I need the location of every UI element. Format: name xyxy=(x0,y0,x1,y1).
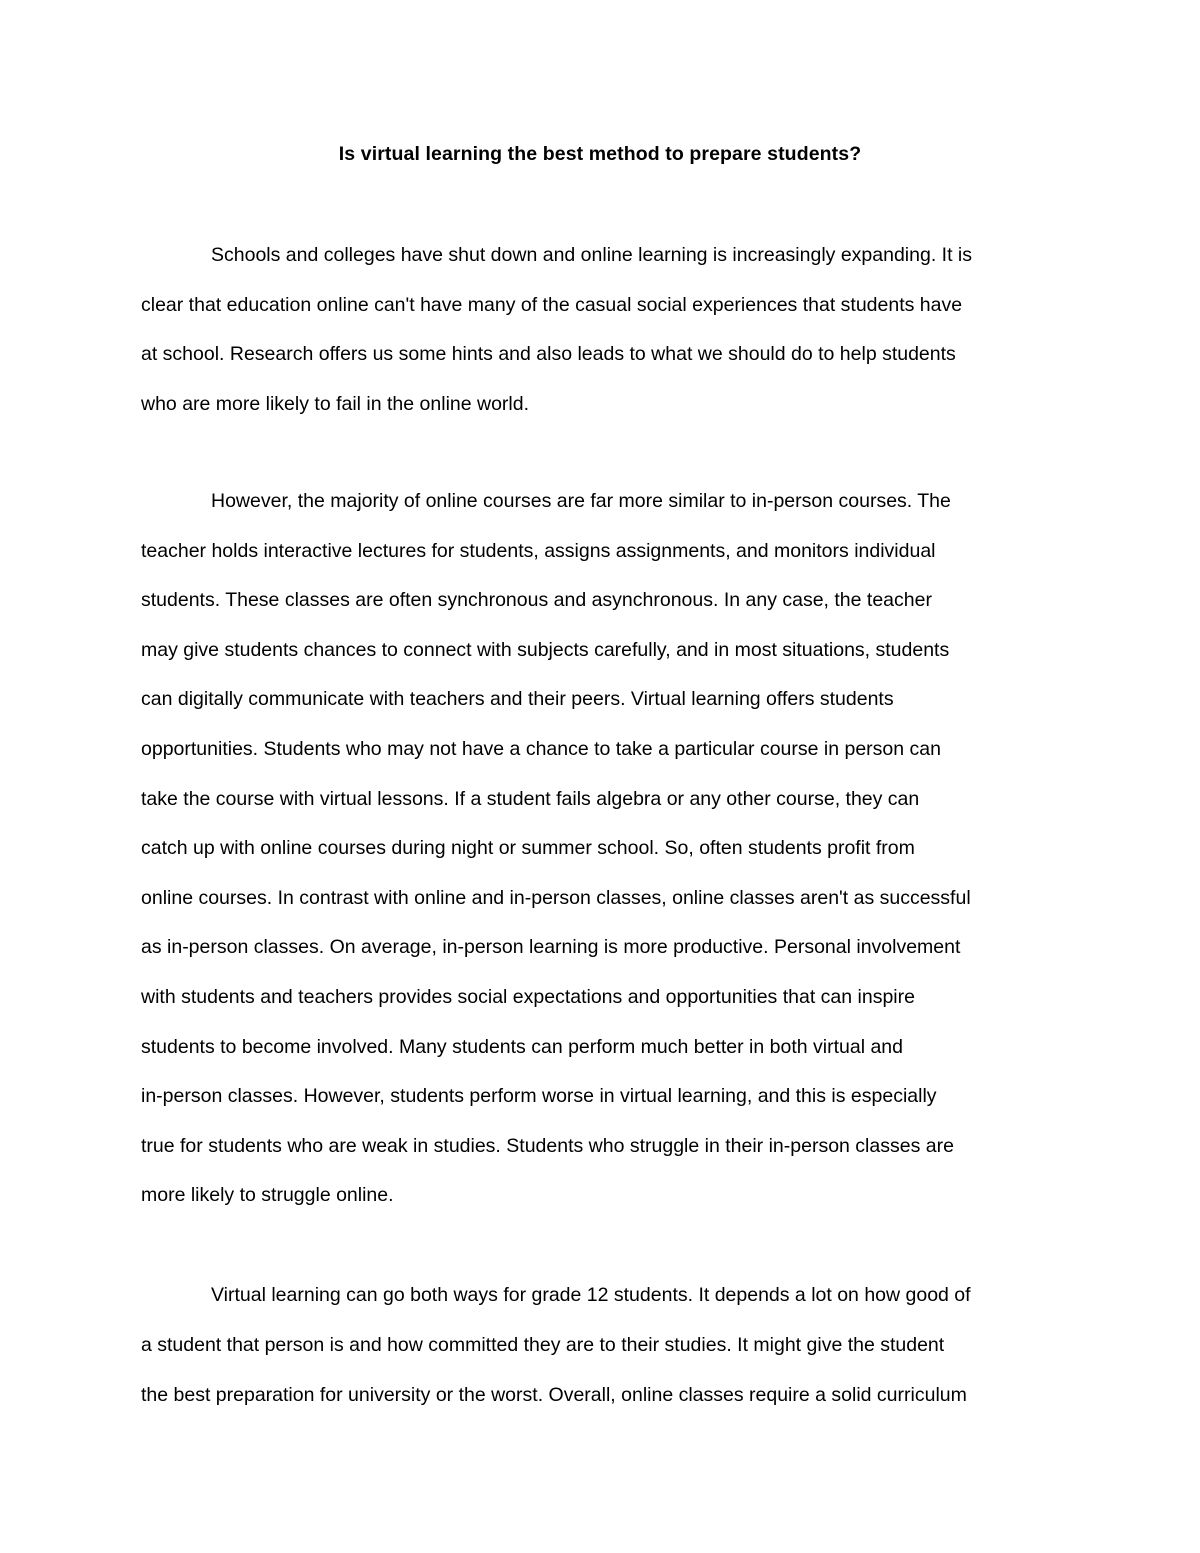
paragraph-line: clear that education online can't have many of the casual social experiences that students have xyxy=(141,293,963,316)
paragraph-line: opportunities. Students who may not have a chance to take a particular course in person can xyxy=(141,738,941,760)
paragraph-line: a student that person is and how committed they are to their studies. It might give the student xyxy=(141,1334,945,1356)
paragraph-line: take the course with virtual lessons. If a student fails algebra or any other course, they can xyxy=(141,787,920,810)
paragraph-line: may give students chances to connect with subjects carefully, and in most situations, students xyxy=(141,638,950,661)
paragraph-line: catch up with online courses during night or summer school. So, often students profit from xyxy=(141,837,915,860)
paragraph-line: who are more likely to fail in the online world. xyxy=(141,392,530,415)
paragraph-line: Virtual learning can go both ways for grade 12 students. It depends a lot on how good of xyxy=(211,1284,971,1306)
paragraph-line: students to become involved. Many students can perform much better in both virtual and xyxy=(141,1035,903,1058)
paragraph-line: with students and teachers provides social expectations and opportunities that can inspire xyxy=(141,986,915,1008)
paragraph-line: teacher holds interactive lectures for students, assigns assignments, and monitors individual xyxy=(141,539,936,562)
paragraph-line: students. These classes are often synchronous and asynchronous. In any case, the teacher xyxy=(141,589,932,612)
paragraph-line: online courses. In contrast with online and in-person classes, online classes aren't as successful xyxy=(141,886,971,909)
paragraph-line: true for students who are weak in studies. Students who struggle in their in-person classes are xyxy=(141,1134,954,1157)
paragraph-line: more likely to struggle online. xyxy=(141,1184,394,1207)
paragraph-line: at school. Research offers us some hints and also leads to what we should do to help students xyxy=(141,343,956,365)
document-title: Is virtual learning the best method to prepare students? xyxy=(338,143,862,165)
paragraph-line: can digitally communicate with teachers and their peers. Virtual learning offers students xyxy=(141,688,894,711)
paragraph-line: as in-person classes. On average, in-person learning is more productive. Personal involvement xyxy=(141,936,961,959)
paragraph-line: in-person classes. However, students perform worse in virtual learning, and this is especially xyxy=(141,1085,937,1108)
paragraph-line: Schools and colleges have shut down and online learning is increasingly expanding. It is xyxy=(211,244,972,266)
paragraph-line: However, the majority of online courses are far more similar to in-person courses. The xyxy=(211,490,951,512)
paragraph-line: the best preparation for university or the worst. Overall, online classes require a solid curriculum xyxy=(141,1383,967,1406)
